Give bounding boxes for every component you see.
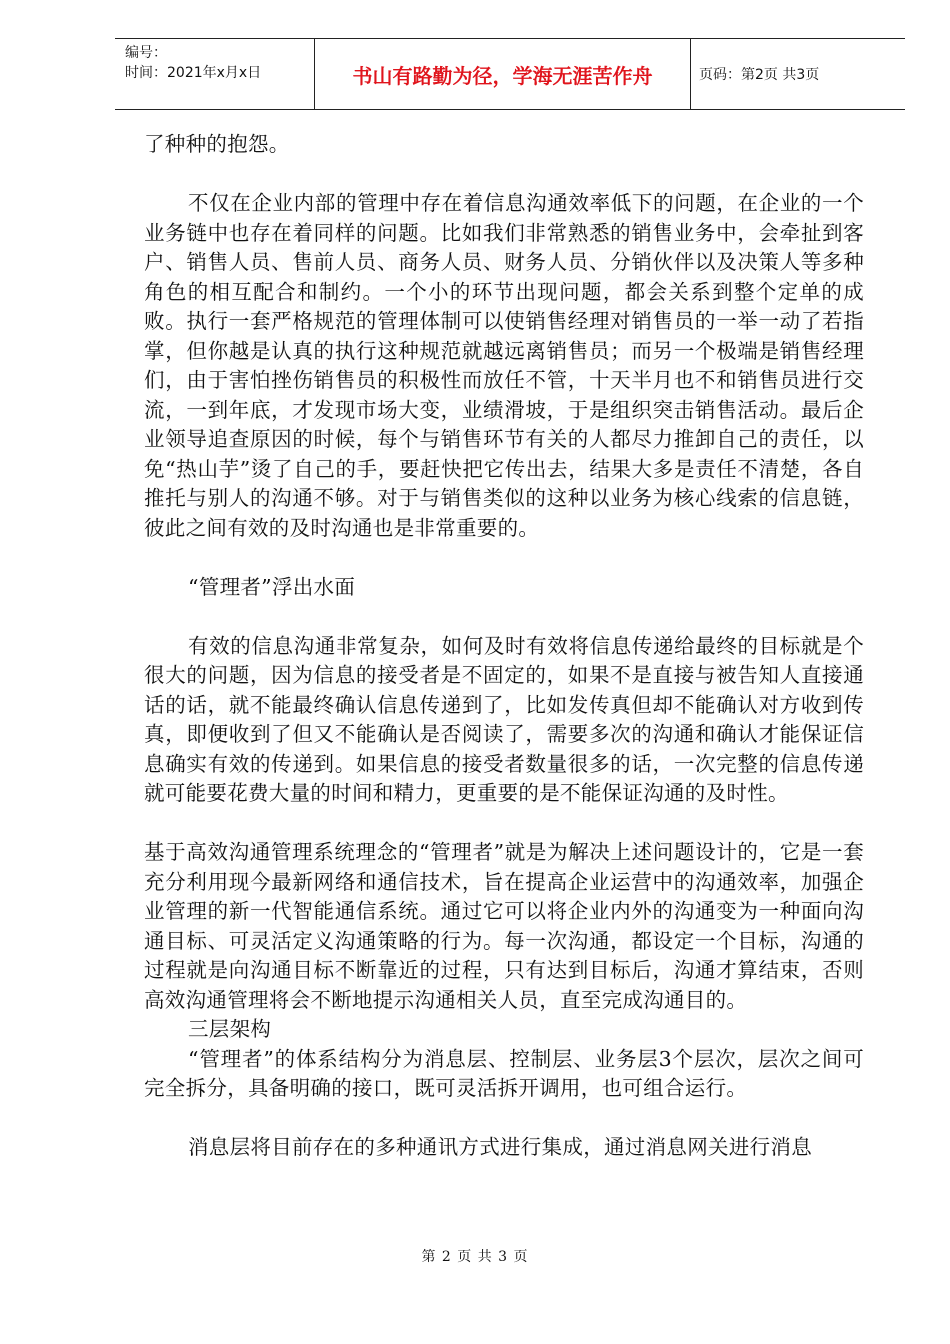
section-heading: “管理者”浮出水面 — [188, 574, 356, 599]
paragraph: “管理者”的体系结构分为消息层、控制层、业务层3个层次，层次之间可完全拆分，具备明确的接口，既可灵活拆开调用，也可组合运行。 — [144, 1046, 864, 1100]
header-motto: 书山有路勤为径，学海无涯苦作舟 — [315, 39, 691, 109]
document-time-label: 时间：2021年x月x日 — [125, 65, 262, 81]
header-meta — [115, 39, 315, 109]
paragraph: 不仅在企业内部的管理中存在着信息沟通效率低下的问题，在企业的一个业务链中也存在着同样的问题。比如我们非常熟悉的销售业务中，会牵扯到客户、销售人员、售前人员、商务人员、财务人员、分销伙伴以及决策人等多种角色的相互配合和制约。一个小的环节出现问题，都会关系到整个定单的成败。执行一套严格规范的管理体制可以使销售经理对销售员的一举一动了若指掌，但你越是认真的执行这种规范就越远离销售员；而另一个极端是销售经理们，由于害怕挫伤销售员的积极性而放任不管，十天半月也不和销售员进行交流，一到年底，才发现市场大变，业绩滑坡，于是组织突击销售活动。最后企业领导追查原因的时候，每个与销售环节有关的人都尽力推卸自己的责任，以免“热山芋”烫了自己的手，要赶快把它传出去，结果大多是责任不清楚，各自推托与别人的沟通不够。对于与销售类似的这种以业务为核心线索的信息链，彼此之间有效的及时沟通也是非常重要的。 — [144, 191, 864, 540]
page-header — [115, 38, 905, 110]
page-footer: 第 2 页 共 3 页 — [421, 1249, 529, 1265]
section-heading: 三层架构 — [188, 1017, 272, 1041]
paragraph: 基于高效沟通管理系统理念的“管理者”就是为解决上述问题设计的，它是一套充分利用现今最新网络和通信技术，旨在提高企业运营中的沟通效率，加强企业管理的新一代智能通信系统。通过它可以将企业内外的沟通变为一种面向沟通目标、可灵活定义沟通策略的行为。每一次沟通，都设定一个目标，沟通的过程就是向沟通目标不断靠近的过程，只有达到目标后，沟通才算结束，否则高效沟通管理将会不断地提示沟通相关人员，直至完成沟通目的。 — [144, 840, 864, 1012]
document-number-label: 编号： — [125, 45, 167, 61]
paragraph: 消息层将目前存在的多种通讯方式进行集成，通过消息网关进行消息 — [188, 1135, 812, 1159]
document-body — [144, 130, 864, 1163]
paragraph: 了种种的抱怨。 — [144, 132, 290, 156]
header-page-label: 页码：第2页 共3页 — [699, 67, 820, 83]
paragraph: 有效的信息沟通非常复杂，如何及时有效将信息传递给最终的目标就是个很大的问题，因为信息的接受者是不固定的，如果不是直接与被告知人直接通话的话，就不能最终确认信息传递到了，比如发传真但却不能确认对方收到传真，即便收到了但又不能确认是否阅读了，需要多次的沟通和确认才能保证信息确实有效的传递到。如果信息的接受者数量很多的话，一次完整的信息传递就可能要花费大量的时间和精力，更重要的是不能保证沟通的及时性。 — [144, 633, 864, 805]
